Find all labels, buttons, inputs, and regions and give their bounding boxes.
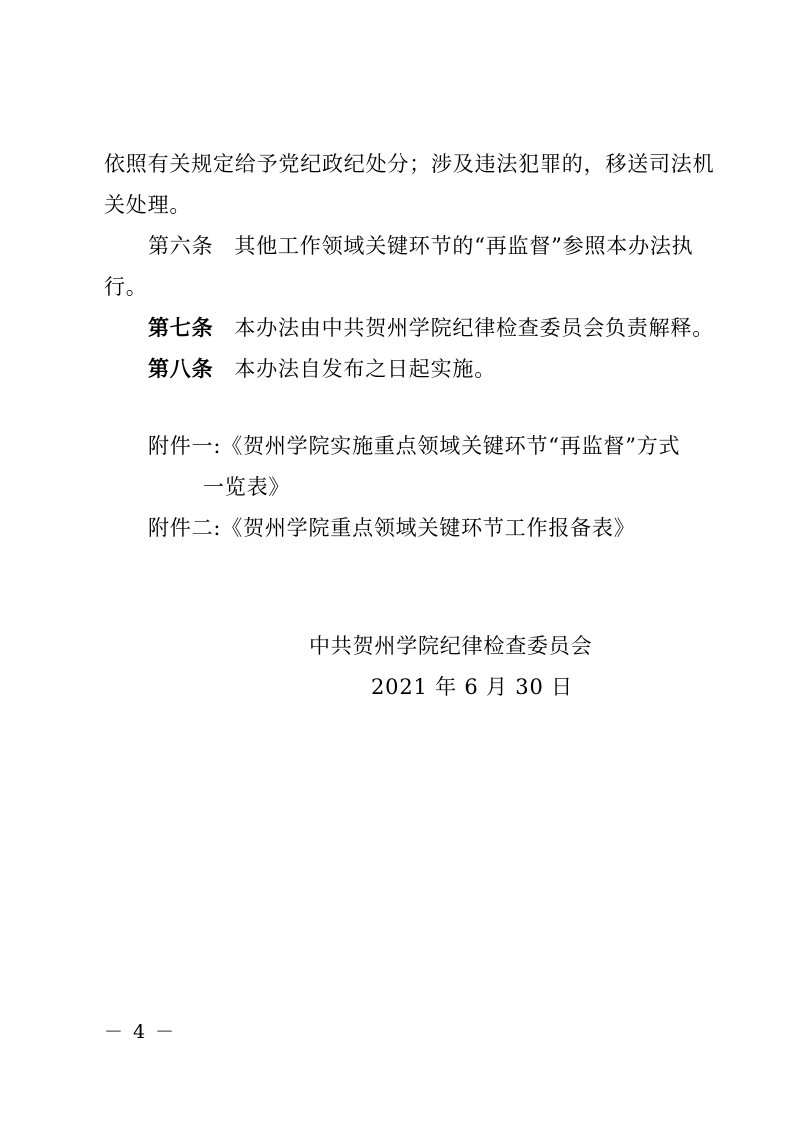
article-8-text: 本办法自发布之日起实施。 [234, 357, 497, 381]
article-7 [148, 313, 714, 343]
signature-organization: 中共贺州学院纪律检查委员会 [309, 634, 593, 658]
article-6-continuation: 行。 [104, 275, 148, 299]
article-6-head: 第六条 [148, 234, 214, 258]
attachment-1-continuation: 一览表》 [203, 475, 291, 499]
attachment-1: 附件一:《贺州学院实施重点领域关键环节“再监督”方式 [148, 434, 681, 458]
article-7-head: 第七条 [148, 316, 214, 340]
article-8-head: 第八条 [148, 357, 214, 381]
signature-date: 2021 年 6 月 30 日 [371, 675, 573, 699]
article-6 [148, 231, 694, 261]
article-6-text: 其他工作领域关键环节的“再监督”参照本办法执 [234, 234, 694, 258]
page-number: － 4 － [104, 1021, 177, 1043]
body-line-1: 依照有关规定给予党纪政纪处分；涉及违法犯罪的，移送司法机 [104, 152, 715, 176]
body-line-2: 关处理。 [104, 193, 192, 217]
article-7-text: 本办法由中共贺州学院纪律检查委员会负责解释。 [234, 316, 715, 340]
article-8 [148, 354, 496, 384]
attachment-2: 附件二:《贺州学院重点领域关键环节工作报备表》 [148, 516, 636, 540]
